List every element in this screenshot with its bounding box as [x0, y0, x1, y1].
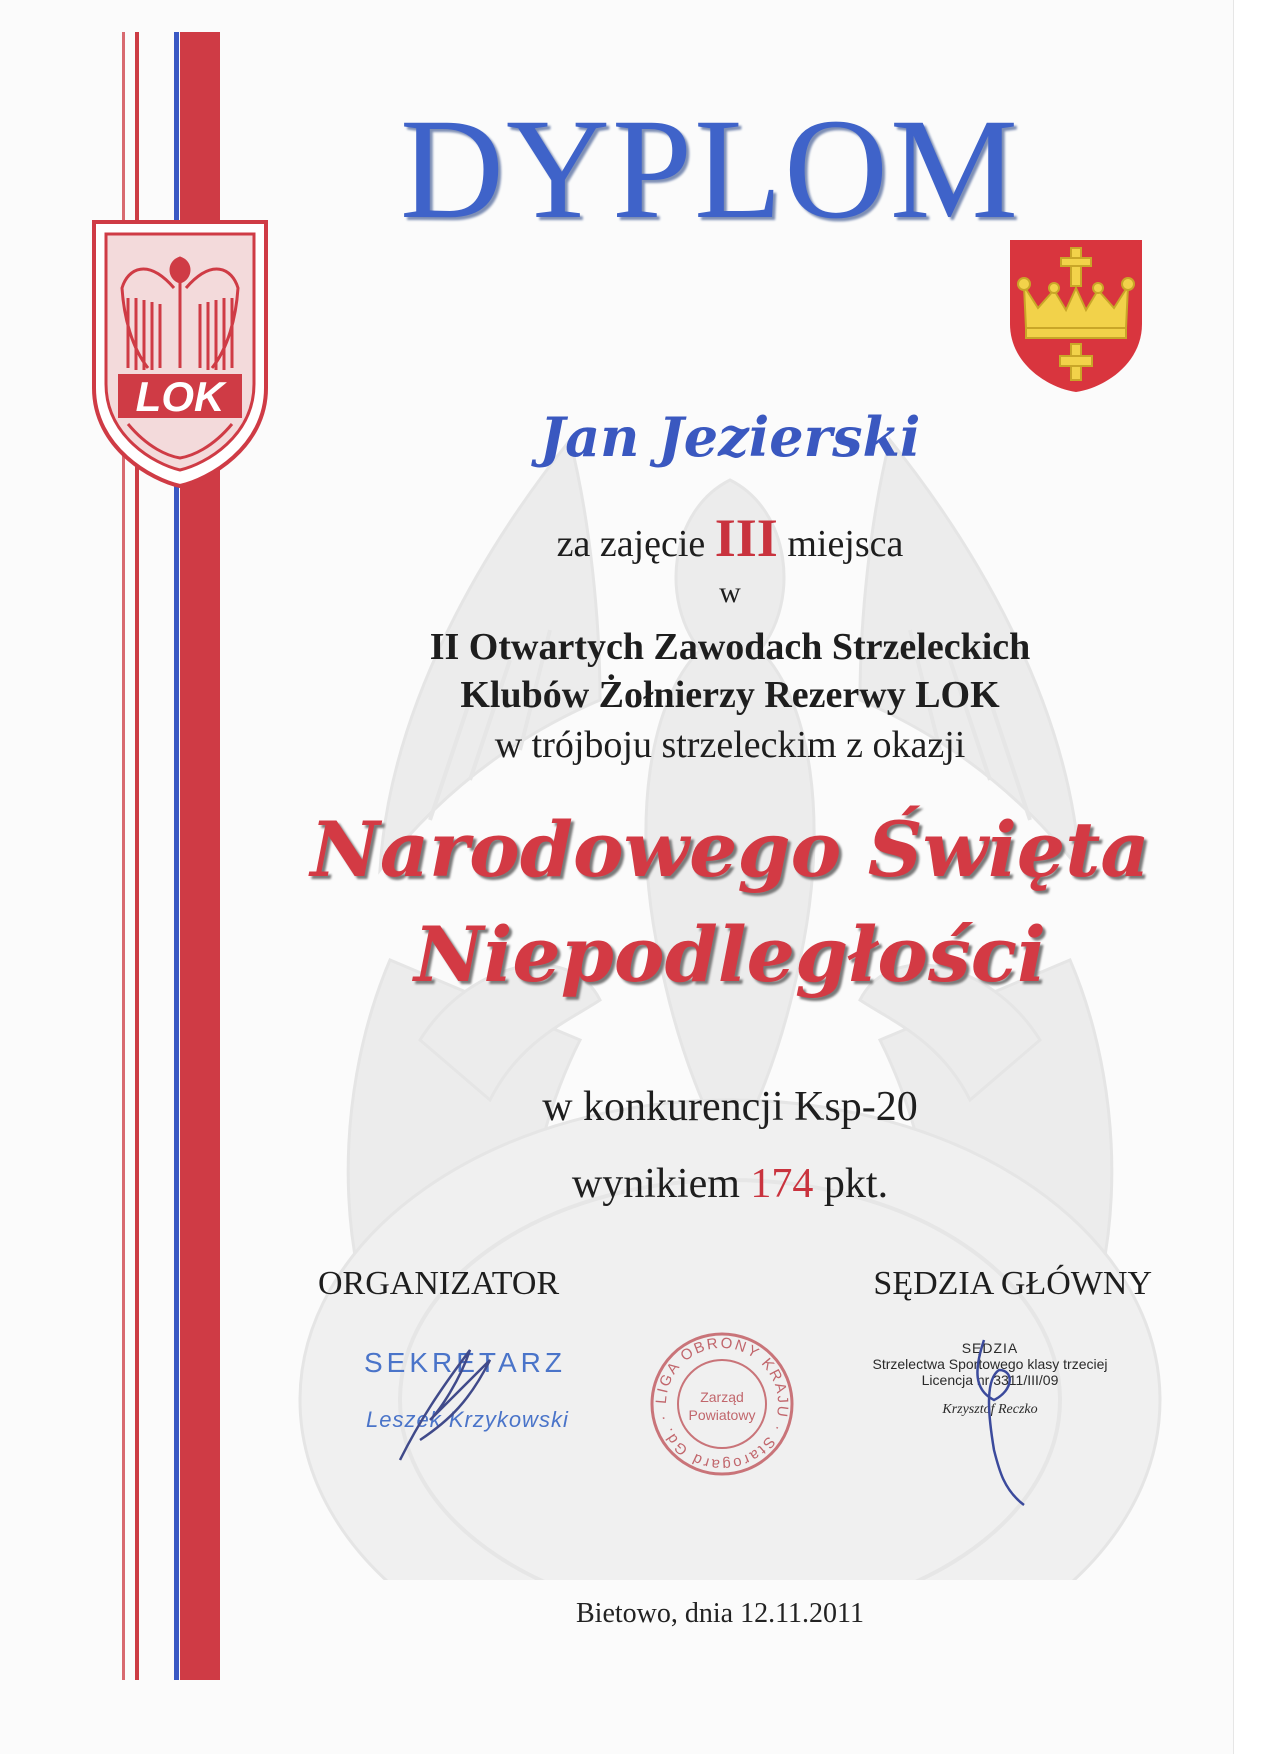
result-unit: pkt. [823, 1161, 889, 1207]
issue-date: Bietowo, dnia 12.11.2011 [575, 1598, 864, 1629]
judge-label: SĘDZIA GŁÓWNY [873, 1265, 1152, 1302]
event-line-1: II Otwartych Zawodach Strzeleckich [429, 626, 1031, 668]
diploma-title: DYPLOM [399, 90, 1021, 249]
result-prefix: wynikiem [571, 1161, 740, 1207]
judge-stamp-license: Licencja nr 3311/III/09 [921, 1372, 1059, 1388]
award-prefix: za zajęcie [556, 523, 706, 565]
round-stamp-outer-text: LIGA OBRONY KRAJU · Starogard Gd. · [652, 1334, 792, 1474]
judge-signature-icon [944, 1330, 1034, 1510]
secretary-stamp-name: Leszek Krzykowski [366, 1407, 569, 1432]
judge-stamp-name: Krzysztof Reczko [942, 1402, 1038, 1417]
round-stamp-inner-1: Zarząd [700, 1389, 744, 1405]
competition-line: w konkurencji Ksp-20 [542, 1084, 918, 1130]
round-stamp-inner-2: Powiatowy [688, 1407, 756, 1423]
occasion-line-1: Narodowego Święta [310, 805, 1150, 894]
scan-edge [1233, 0, 1275, 1754]
lok-emblem-icon [88, 218, 272, 490]
award-suffix: miejsca [787, 523, 904, 565]
judge-stamp-title: SĘDZIA [961, 1340, 1019, 1356]
coat-of-arms-icon [1008, 238, 1144, 394]
recipient-name: Jan Jezierski [539, 405, 921, 469]
result-line [300, 1155, 1160, 1213]
result-score: 174 [750, 1161, 814, 1207]
occasion-line-2: Niepodległości [414, 910, 1046, 999]
judge-stamp-class: Strzelectwa Sportowego klasy trzeciej [872, 1356, 1108, 1372]
organizer-label: ORGANIZATOR [318, 1265, 560, 1302]
round-stamp-icon [648, 1330, 796, 1478]
lok-logo-text: LOK [135, 373, 225, 420]
award-line [300, 510, 1160, 572]
event-line-3: w trójboju strzeleckim z okazji [494, 724, 966, 766]
organizer-signature-icon [370, 1330, 510, 1470]
award-connector: w [719, 576, 741, 609]
secretary-stamp-title: SEKRETARZ [364, 1347, 566, 1378]
event-line-2: Klubów Żołnierzy Rezerwy LOK [460, 674, 1000, 716]
award-place: III [714, 508, 778, 568]
